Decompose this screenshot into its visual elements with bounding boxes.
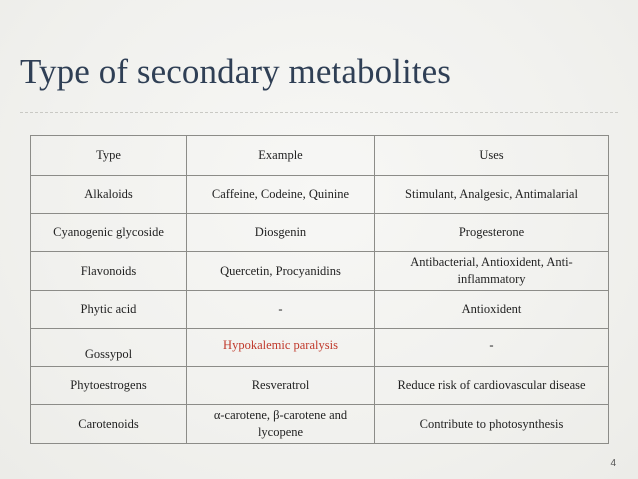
cell-type: Carotenoids (31, 405, 187, 444)
table-row (31, 405, 609, 444)
cell-type: Alkaloids (31, 176, 187, 214)
cell-uses: Antioxident (375, 291, 609, 329)
cell-uses: Contribute to photosynthesis (375, 405, 609, 444)
cell-uses: Stimulant, Analgesic, Antimalarial (375, 176, 609, 214)
cell-uses: Reduce risk of cardiovascular disease (375, 367, 609, 405)
metabolites-table (30, 135, 609, 444)
cell-example: Quercetin, Procyanidins (187, 252, 375, 291)
cell-example: - (187, 291, 375, 329)
cell-example-highlighted: Hypokalemic paralysis (187, 329, 375, 367)
cell-example: α-carotene, β-carotene and lycopene (187, 405, 375, 444)
cell-uses: Antibacterial, Antioxident, Anti-inflammatory (375, 252, 609, 291)
cell-type: Flavonoids (31, 252, 187, 291)
title-divider (20, 112, 618, 113)
table-row (31, 176, 609, 214)
cell-example: Resveratrol (187, 367, 375, 405)
cell-example: Caffeine, Codeine, Quinine (187, 176, 375, 214)
cell-type: Cyanogenic glycoside (31, 214, 187, 252)
cell-type: Gossypol (31, 329, 187, 367)
page-number: 4 (610, 458, 616, 469)
cell-type: Phytoestrogens (31, 367, 187, 405)
table-row (31, 214, 609, 252)
table-header-row (31, 136, 609, 176)
slide-title: Type of secondary metabolites (20, 52, 452, 91)
cell-uses: - (375, 329, 609, 367)
cell-type: Phytic acid (31, 291, 187, 329)
table-row (31, 291, 609, 329)
header-type: Type (31, 136, 187, 176)
header-uses: Uses (375, 136, 609, 176)
table-row (31, 329, 609, 367)
cell-uses: Progesterone (375, 214, 609, 252)
header-example: Example (187, 136, 375, 176)
table-row (31, 252, 609, 291)
cell-example: Diosgenin (187, 214, 375, 252)
table-row (31, 367, 609, 405)
